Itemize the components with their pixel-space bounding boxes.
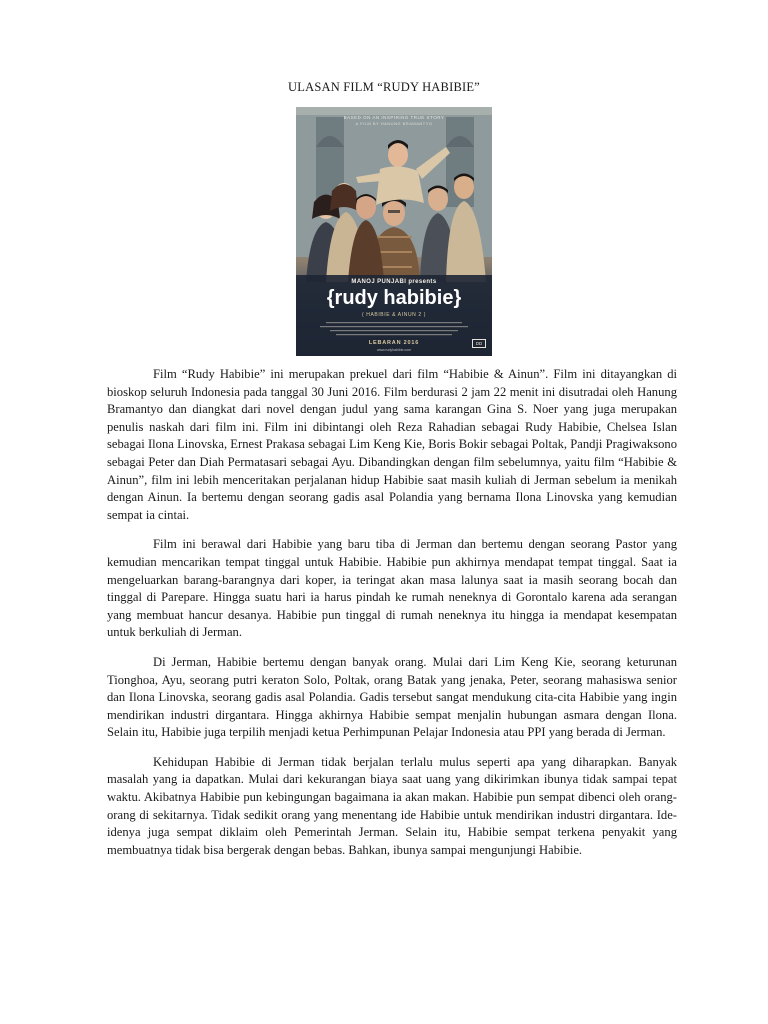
poster-rating-badge: DD: [472, 339, 486, 348]
poster-release-date: LEBARAN 2016: [368, 340, 420, 346]
paragraph-4: Kehidupan Habibie di Jerman tidak berjalan terlalu mulus seperti apa yang diharapkan. Banyak masalah yang ia dapatkan. Mulai dari kekurangan biaya saat uang yang dikirimkan ibunya tidak sampai tepat waktu. Akibatnya Habibie pun kebingungan bagaimana ia akan makan. Habibie pun sempat dibenci oleh orang-orang di sekitarnya. Tidak sedikit orang yang menentang ide Habibie untuk mendirikan industri dirgantara. Ide-idenya juga sempat diklaim oleh Pemerintah Jerman. Selain itu, Habibie sempat terkena penyakit yang membuatnya tidak bisa bergerak dengan bebas. Bahkan, ibunya sampai mengunjungi Habibie.: [107, 754, 677, 857]
article-body: [107, 366, 677, 871]
poster-subtitle: ( HABIBIE & AINUN 2 ): [361, 312, 426, 318]
paragraph-1: Film “Rudy Habibie” ini merupakan prekuel dari film “Habibie & Ainun”. Film ini ditayangkan di bioskop seluruh Indonesia pada tanggal 30 Juni 2016. Film berdurasi 2 jam 22 menit ini disutradai oleh Hanung Bramantyo dan diangkat dari novel dengan judul yang sama karangan Gina S. Noer yang juga merupakan penulis naskah dari film ini. Film ini dibintangi oleh Reza Rahadian sebagai Rudy Habibie, Chelsea Islan sebagai Ilona Linovska, Ernest Prakasa sebagai Lim Keng Kie, Boris Bokir sebagai Poltak, Pandji Pragiwaksono sebagai Peter dan Diah Permatasari sebagai Ayu. Dibandingkan dengan film sebelumnya, yaitu film “Habibie & Ainun”, film ini lebih menceritakan perjalanan hidup Habibie saat masih kuliah di Jerman sebelum ia menikah dengan Ainun. Ia bertemu dengan seorang gadis asal Polandia yang bernama Ilona Linovska yang kemudian sempat ia cintai.: [107, 367, 677, 522]
poster-website: www.rudyhabibie.com: [376, 348, 412, 352]
poster-illustration: [296, 107, 492, 356]
poster-credit: A FILM BY HANUNG BRAMANTYO: [355, 121, 433, 126]
poster-main-title: {rudy habibie}: [326, 287, 462, 309]
poster-studio: MANOJ PUNJABI presents: [351, 279, 437, 285]
paragraph-3: Di Jerman, Habibie bertemu dengan banyak orang. Mulai dari Lim Keng Kie, seorang keturunan Tionghoa, Ayu, seorang putri keraton Solo, Poltak, orang Batak yang jenaka, Peter, seorang mahasiswa senior dan Ilona Linovska, seorang gadis asal Polandia. Gadis tersebut sangat mendukung cita-cita Habibie yang ingin mendirikan industri dirgantara. Hingga akhirnya Habibie sempat menjalin hubungan asmara dengan Ilona. Selain itu, Habibie juga terpilih menjadi ketua Perhimpunan Pelajar Indonesia atau PPI yang berada di Jerman.: [107, 654, 677, 740]
movie-poster: [296, 107, 492, 356]
paragraph-2: Film ini berawal dari Habibie yang baru tiba di Jerman dan bertemu dengan seorang Pastor yang kemudian mencarikan tempat tinggal untuk Habibie. Habibie pun akhirnya mendapat tempat tinggal. Saat ia mengeluarkan barang-barangnya dari koper, ia teringat akan masa lalunya saat ia masih seorang bocah dan tinggal di Parepare. Hingga suatu hari ia harus pindah ke rumah neneknya di Gorontalo karena ada serangan yang membuat hancur desanya. Habibie pun tinggal di rumah neneknya itu hingga ia mendapat kesempatan untuk berkuliah di Jerman.: [107, 537, 677, 640]
poster-tagline: BASED ON AN INSPIRING TRUE STORY: [343, 115, 445, 120]
document-title: ULASAN FILM “RUDY HABIBIE”: [288, 80, 480, 94]
